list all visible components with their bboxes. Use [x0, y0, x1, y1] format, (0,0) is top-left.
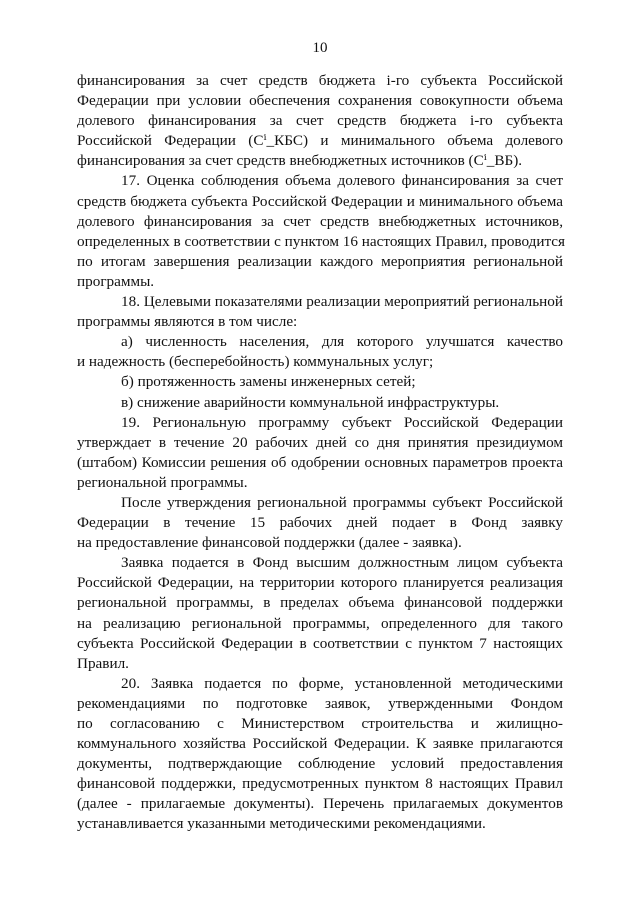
text-line: Заявка подается в Фонд высшим должностным лицом субъекта: [121, 554, 563, 572]
text-line: по итогам завершения реализации каждого мероприятия региональной: [77, 252, 563, 270]
text-line: 18. Целевыми показателями реализации мероприятий региональной: [121, 293, 563, 311]
text-line: финансирования за счет средств бюджета i-го субъекта Российской: [77, 72, 563, 89]
text-line: 19. Региональную программу субъект Российской Федерации: [121, 413, 563, 431]
text-line: б) протяженность замены инженерных сетей;: [121, 373, 416, 391]
text-line: программы.: [77, 272, 155, 290]
text-line: и надежность (бесперебойность) коммунальных услуг;: [77, 353, 434, 371]
text-line: финансирования за счет средств внебюджетных источников (Cⁱ_ВБ).: [77, 152, 523, 170]
text-line: документы, подтверждающие соблюдение условий предоставления: [77, 755, 563, 773]
text-line: программы являются в том числе:: [77, 313, 298, 331]
text-line: устанавливается указанными методическими рекомендациями.: [77, 815, 486, 833]
text-line: (далее - прилагаемые документы). Перечень прилагаемых документов: [77, 795, 563, 813]
text-line: Федерации при условии обеспечения сохранения совокупности объема: [77, 92, 563, 110]
text-line: региональной программы, в пределах объема финансовой поддержки: [77, 594, 563, 612]
text-line: рекомендациями по подготовке заявок, утвержденными Фондом: [77, 694, 563, 712]
text-line: субъекта Российской Федерации в соответствии с пунктом 7 настоящих: [77, 634, 563, 652]
text-line: средств бюджета субъекта Российской Федерации и минимального объема: [77, 192, 563, 210]
text-line: 17. Оценка соблюдения объема долевого финансирования за счет: [121, 172, 563, 190]
text-line: по согласованию с Министерством строительства и жилищно-: [77, 715, 563, 732]
text-line: Российской Федерации (Cⁱ_КБС) и минимального объема долевого: [77, 132, 563, 150]
text-line: долевого финансирования за счет средств бюджета i-го субъекта: [77, 112, 563, 130]
text-line: а) численность населения, для которого улучшатся качество: [121, 333, 563, 351]
text-line: (штабом) Комиссии решения об одобрении основных параметров проекта: [77, 453, 563, 471]
text-line: утверждает в течение 20 рабочих дней со дня принятия президиумом: [77, 433, 563, 451]
text-line: Правил.: [77, 654, 129, 672]
text-line: на реализацию региональной программы, определенного для такого: [77, 614, 563, 632]
text-line: определенных в соответствии с пунктом 16 настоящих Правил, проводится: [77, 232, 566, 250]
text-line: Российской Федерации, на территории которого планируется реализация: [77, 574, 563, 592]
text-line: коммунального хозяйства Российской Федерации. К заявке прилагаются: [77, 735, 563, 753]
document-body: [77, 71, 566, 835]
text-line: 20. Заявка подается по форме, установленной методическими: [121, 674, 563, 692]
page-number: 10: [312, 40, 328, 56]
text-line: Федерации в течение 15 рабочих дней подает в Фонд заявку: [77, 514, 563, 532]
text-line: долевого финансирования за счет средств внебюджетных источников,: [77, 212, 563, 230]
text-line: в) снижение аварийности коммунальной инфраструктуры.: [121, 393, 500, 411]
text-line: После утверждения региональной программы субъект Российской: [121, 493, 563, 511]
text-line: региональной программы.: [77, 473, 248, 491]
text-line: финансовой поддержки, предусмотренных пунктом 8 настоящих Правил: [77, 775, 563, 793]
text-line: на предоставление финансовой поддержки (далее - заявка).: [77, 534, 462, 552]
